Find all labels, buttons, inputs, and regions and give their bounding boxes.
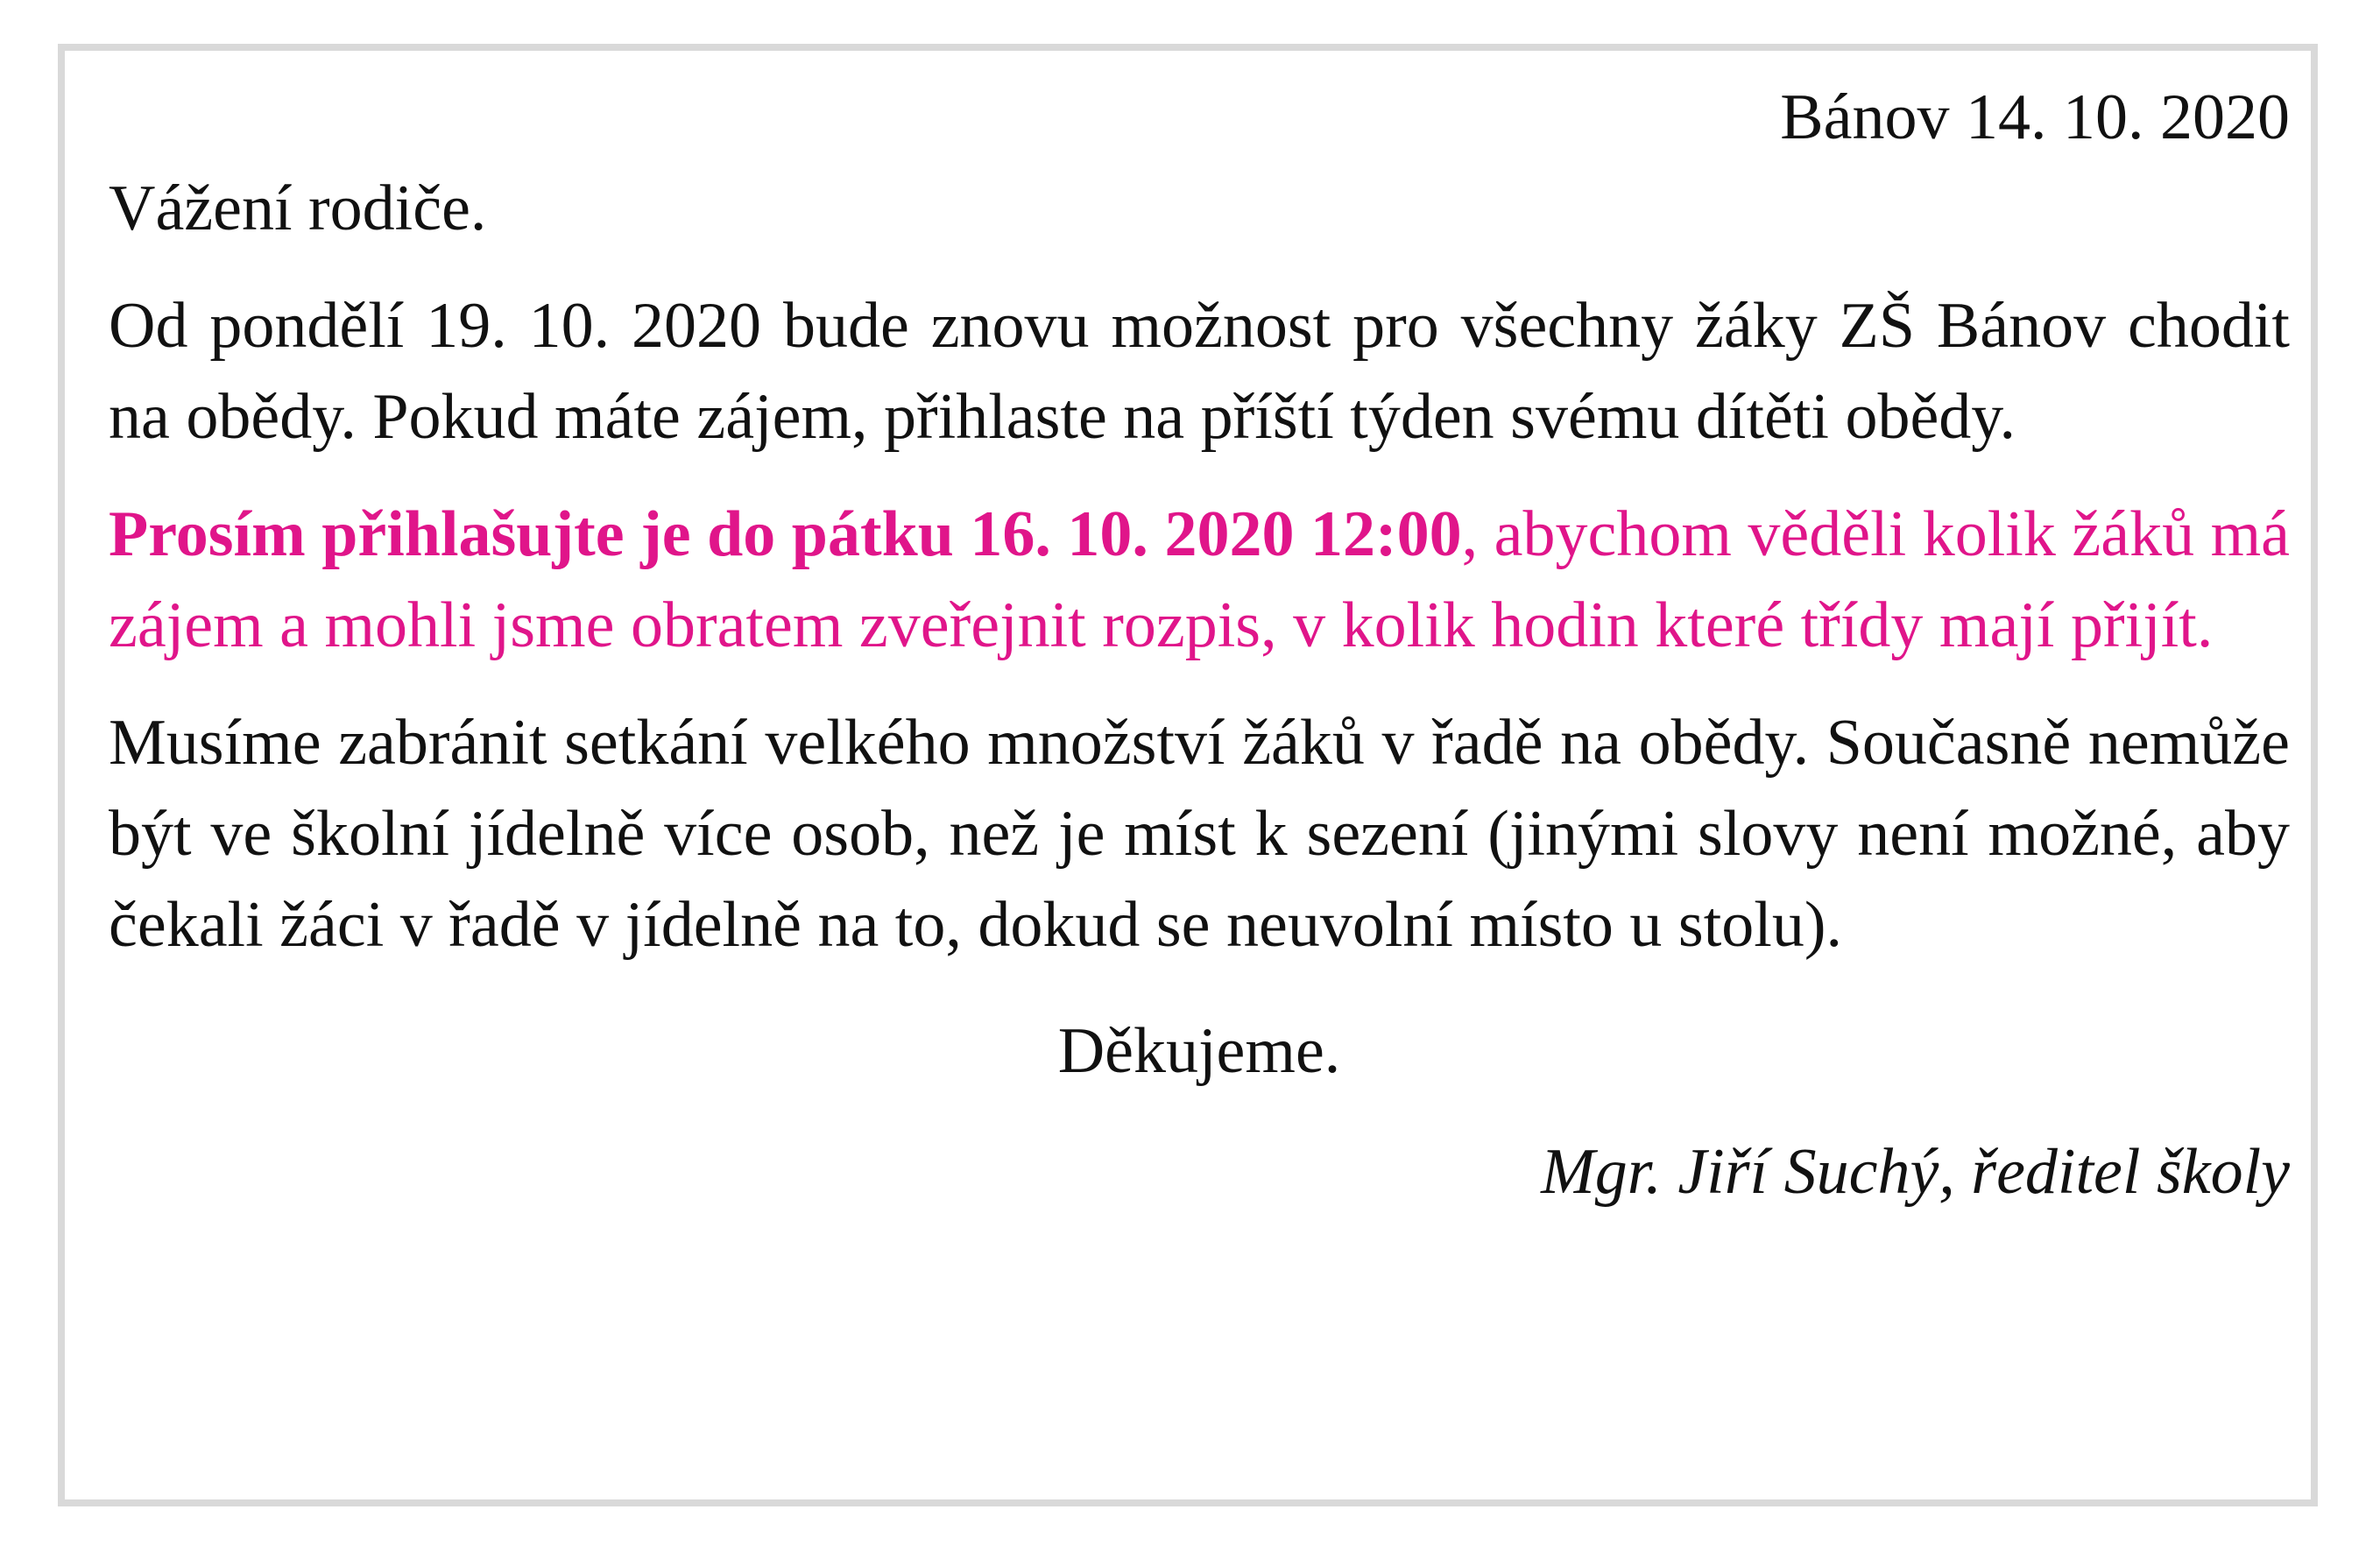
deadline-explanation: , abychom věděli kolik žáků má zájem a mohli jsme obratem zveřejnit rozpis, v kolik hodin které třídy mají přijít. — [109, 498, 2290, 661]
deadline-emphasis: Prosím přihlašujte je do pátku 16. 10. 2020 12:00 — [109, 498, 1462, 570]
letter-signature: Mgr. Jiří Suchý, ředitel školy — [1541, 1136, 2290, 1208]
letter-date: Bánov 14. 10. 2020 — [1780, 81, 2290, 153]
paragraph-registration-deadline — [109, 489, 2290, 671]
paragraph-canteen-rules: Musíme zabránit setkání velkého množství žáků v řadě na obědy. Současně nemůže být ve školní jídelně více osob, než je míst k sezení (jinými slovy není možné, aby čekali žáci v řadě v jídelně na to, dokud se neuvolní místo u stolu). — [109, 707, 2290, 961]
letter-thanks: Děkujeme. — [1057, 1015, 1341, 1087]
paragraph-lunch-availability: Od pondělí 19. 10. 2020 bude znovu možnost pro všechny žáky ZŠ Bánov chodit na obědy. Pokud máte zájem, přihlaste na příští týden svému dítěti obědy. — [109, 290, 2290, 453]
letter-greeting: Vážení rodiče. — [109, 173, 487, 244]
letter-body — [109, 72, 2290, 1217]
